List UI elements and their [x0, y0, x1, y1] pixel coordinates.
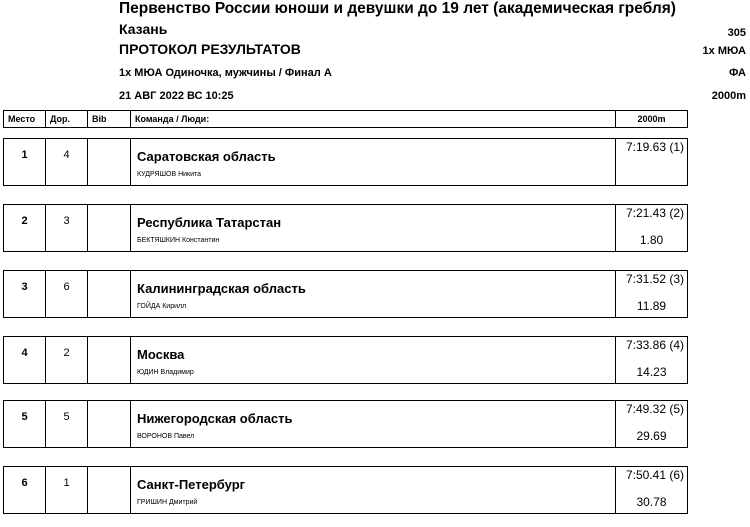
table-row — [3, 204, 688, 252]
results-table-header — [3, 110, 688, 128]
lane-value: 4 — [63, 149, 70, 161]
lane-value: 3 — [63, 215, 70, 227]
column-header-bib: Bib — [88, 111, 131, 127]
table-row — [3, 400, 688, 448]
team-name: Саратовская область — [137, 149, 276, 164]
column-header-lane: Дор. — [46, 111, 88, 127]
table-row — [3, 336, 688, 384]
column-header-team: Команда / Люди: — [131, 111, 616, 127]
athlete-name: КУДРЯШОВ Никита — [137, 171, 202, 178]
result-time: 7:31.52 (3) — [625, 272, 684, 286]
result-diff: 30.78 — [636, 495, 667, 509]
table-row — [3, 466, 688, 514]
place-value: 3 — [21, 281, 28, 293]
result-time: 7:19.63 (1) — [625, 140, 684, 154]
table-row — [3, 138, 688, 186]
team-name: Республика Татарстан — [137, 215, 282, 230]
table-row — [3, 270, 688, 318]
race-distance: 2000m — [711, 90, 746, 102]
protocol-title: ПРОТОКОЛ РЕЗУЛЬТАТОВ — [119, 41, 301, 57]
lane-value: 5 — [63, 411, 70, 423]
bib-value — [88, 271, 131, 317]
place-value: 1 — [21, 149, 28, 161]
race-phase: ФА — [728, 67, 746, 79]
team-name: Санкт-Петербург — [137, 477, 246, 492]
team-name: Калининградская область — [137, 281, 306, 296]
race-datetime: 21 АВГ 2022 ВС 10:25 — [119, 90, 234, 102]
city: Казань — [119, 21, 168, 37]
bib-value — [88, 337, 131, 383]
place-value: 2 — [21, 215, 28, 227]
bib-value — [88, 401, 131, 447]
bib-value — [88, 467, 131, 513]
result-time: 7:33.86 (4) — [625, 338, 684, 352]
place-value: 5 — [21, 411, 28, 423]
athlete-name: ГОЙДА Кирилл — [137, 303, 187, 310]
column-header-result: 2000m — [637, 114, 666, 124]
place-value: 6 — [21, 477, 28, 489]
athlete-name: ГРИШИН Дмитрий — [137, 499, 198, 506]
column-header-place: Место — [4, 111, 46, 127]
lane-value: 1 — [63, 477, 70, 489]
race-number: 305 — [727, 27, 746, 39]
result-diff: 14.23 — [636, 365, 667, 379]
result-time: 7:21.43 (2) — [625, 206, 684, 220]
result-time: 7:49.32 (5) — [625, 402, 684, 416]
athlete-name: ЮДИН Владимир — [137, 369, 194, 376]
boat-class: 1x МЮА — [702, 45, 746, 57]
bib-value — [88, 139, 131, 185]
event-name: 1x МЮА Одиночка, мужчины / Финал А — [119, 67, 332, 79]
result-time: 7:50.41 (6) — [625, 468, 684, 482]
lane-value: 6 — [63, 281, 70, 293]
result-diff: 11.89 — [636, 299, 667, 313]
team-name: Нижегородская область — [137, 411, 293, 426]
result-diff: 29.69 — [636, 429, 667, 443]
place-value: 4 — [21, 347, 28, 359]
lane-value: 2 — [63, 347, 70, 359]
team-name: Москва — [137, 347, 185, 362]
athlete-name: ВОРОНОВ Павел — [137, 433, 195, 440]
athlete-name: БЕКТЯШКИН Константин — [137, 237, 220, 244]
bib-value — [88, 205, 131, 251]
result-diff: 1.80 — [639, 233, 664, 247]
document-title: Первенство России юноши и девушки до 19 лет (академическая гребля) — [119, 0, 676, 17]
